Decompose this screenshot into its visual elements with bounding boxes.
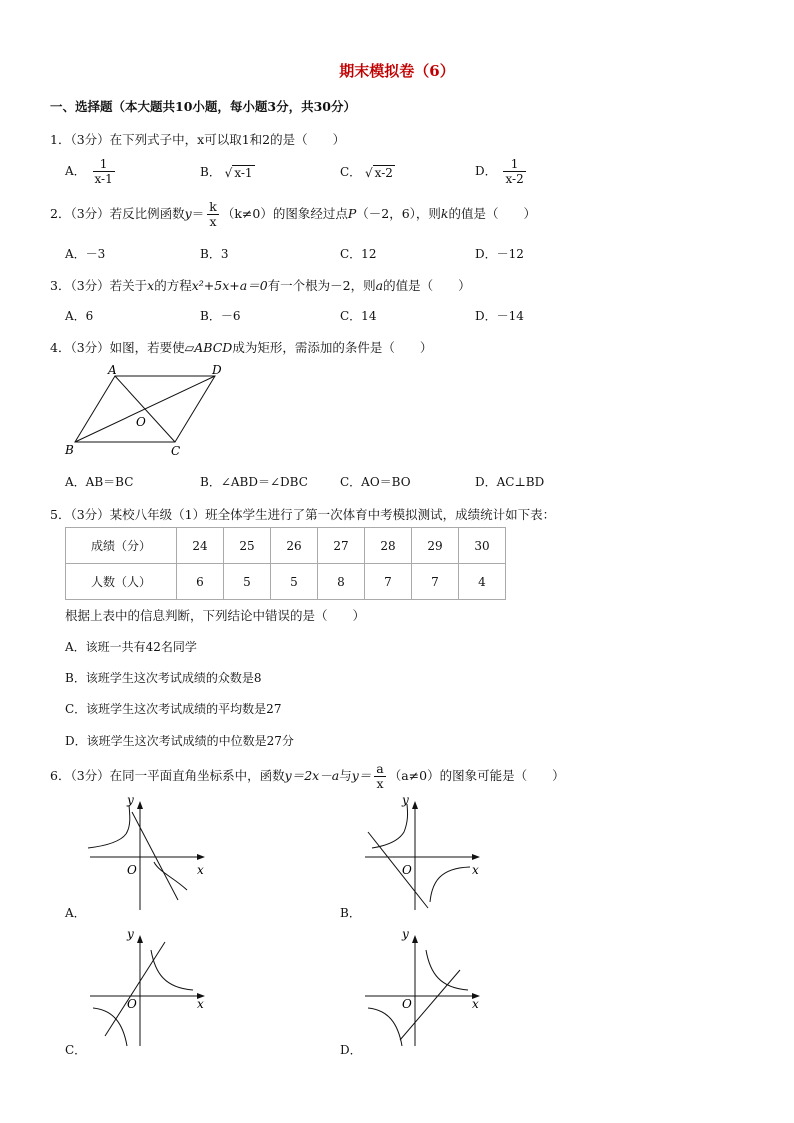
table-cell: 27 <box>318 528 365 564</box>
q3-option-d[interactable]: D．－14 <box>475 309 524 323</box>
q5-stem: 5．（3分）某校八年级（1）班全体学生进行了第一次体育中考模拟测试，成绩统计如下表： <box>50 507 556 522</box>
label-b: B <box>65 443 74 457</box>
q4-stem <box>50 338 432 356</box>
hyperbola-branch <box>88 805 130 848</box>
line-graph <box>105 942 165 1036</box>
label-a: A <box>108 363 117 377</box>
hyperbola-branch <box>368 1008 402 1046</box>
q3-stem-b: 的方程 <box>154 278 192 293</box>
q6-stem-a: 6．（3分）在同一平面直角坐标系中，函数 <box>50 768 285 783</box>
y-axis-label: y <box>127 793 134 807</box>
q4-parallelogram-figure <box>60 362 240 462</box>
q6-option-a[interactable]: A． <box>65 906 86 920</box>
q1-c-letter: C． <box>340 165 362 179</box>
y-axis-arrow <box>412 801 418 809</box>
table-cell: 7 <box>412 564 459 600</box>
q3-option-c[interactable]: C．14 <box>340 309 377 323</box>
table-cell: 8 <box>318 564 365 600</box>
q3-equation: x²+5x+a＝0 <box>191 278 268 293</box>
table-row <box>66 564 506 600</box>
q6-function-2-y: y＝ <box>351 768 372 783</box>
hyperbola-branch <box>430 867 470 902</box>
q1-a-num: 1 <box>93 157 115 172</box>
line-graph <box>132 812 178 900</box>
table-cell: 30 <box>459 528 506 564</box>
section-heading: 一、选择题（本大题共10小题，每小题3分，共30分） <box>50 99 356 114</box>
x-axis-label: x <box>472 863 479 877</box>
hyperbola-branch <box>426 950 468 990</box>
label-c: C <box>171 444 181 458</box>
q2-stem-d: 的值是（ ） <box>448 206 536 221</box>
x-axis-label: x <box>197 997 204 1011</box>
label-d: D <box>212 363 222 377</box>
q4-stem-a: 4．（3分）如图，若要使 <box>50 340 185 355</box>
score-table <box>65 527 506 600</box>
table-cell: 25 <box>224 528 271 564</box>
q5-option-d[interactable]: D．该班学生这次考试成绩的中位数是27分 <box>65 734 294 748</box>
q6-graph-c <box>85 928 215 1048</box>
q1-b-letter: B． <box>200 165 221 179</box>
x-axis-arrow <box>197 854 205 860</box>
q1-d-den: x-2 <box>505 172 524 186</box>
q1-c-rad: x-2 <box>374 165 393 180</box>
y-axis-arrow <box>137 801 143 809</box>
hyperbola-branch <box>151 950 193 990</box>
q3-x: x <box>147 278 155 293</box>
q2-k: k <box>440 206 449 221</box>
q2-stem-a: 2．（3分）若反比例函数 <box>50 206 185 221</box>
table-cell: 4 <box>459 564 506 600</box>
q1-b-rad: x-1 <box>234 165 253 180</box>
q2-frac-num: k <box>209 199 217 214</box>
q3-stem-d: 的值是（ ） <box>383 278 471 293</box>
y-axis-arrow <box>412 935 418 943</box>
q1-d-num: 1 <box>503 157 525 172</box>
origin-label: O <box>127 997 137 1011</box>
q4-option-b[interactable]: B．∠ABD＝∠DBC <box>200 475 308 489</box>
table-row <box>66 528 506 564</box>
q6-option-b[interactable]: B． <box>340 906 361 920</box>
q6-function-1: y＝2x－a <box>284 768 340 783</box>
x-axis-arrow <box>472 854 480 860</box>
q1-option-b[interactable] <box>200 163 255 180</box>
table-cell: 5 <box>271 564 318 600</box>
q5-option-a[interactable]: A．该班一共有42名同学 <box>65 640 197 654</box>
q5-question: 根据上表中的信息判断，下列结论中错误的是（ ） <box>65 608 366 623</box>
q6-stem-c: （a≠0）的图象可能是（ ） <box>388 768 565 783</box>
q3-option-b[interactable]: B．－6 <box>200 309 241 323</box>
y-axis-label: y <box>402 793 409 807</box>
q3-stem-c: 有一个根为－2，则 <box>267 278 376 293</box>
q6-stem-b: 与 <box>339 768 352 783</box>
y-axis-arrow <box>137 935 143 943</box>
q4-option-c[interactable]: C．AO＝BO <box>340 475 411 489</box>
q1-b-sqrt: √ x-1 <box>224 165 253 180</box>
q3-stem-a: 3．（3分）若关于 <box>50 278 148 293</box>
q3-option-a[interactable]: A．6 <box>65 309 94 323</box>
q1-c-sqrt: √ x-2 <box>365 165 393 180</box>
hyperbola-branch <box>93 1008 127 1046</box>
q3-a: a <box>375 278 384 293</box>
x-axis-label: x <box>197 863 204 877</box>
q1-option-d[interactable] <box>475 157 529 186</box>
y-axis-label: y <box>402 928 409 941</box>
table-cell: 29 <box>412 528 459 564</box>
q2-option-d[interactable]: D．－12 <box>475 247 524 261</box>
label-o: O <box>136 415 146 429</box>
x-axis-label: x <box>472 997 479 1011</box>
q1-a-den: x-1 <box>94 172 113 186</box>
q4-option-d[interactable]: D．AC⊥BD <box>475 475 545 489</box>
q4-option-a[interactable]: A．AB＝BC <box>65 475 134 489</box>
table-cell: 6 <box>177 564 224 600</box>
q2-option-a[interactable]: A．－3 <box>65 247 106 261</box>
q6-frac-num: a <box>376 761 384 776</box>
table-cell: 5 <box>224 564 271 600</box>
q6-stem <box>50 762 565 791</box>
table-cell: 7 <box>365 564 412 600</box>
q2-option-b[interactable]: B．3 <box>200 247 229 261</box>
hyperbola-branch <box>372 804 408 848</box>
origin-label: O <box>127 863 137 877</box>
q2-stem-c: （－2，6），则 <box>356 206 441 221</box>
q3-stem <box>50 276 471 294</box>
q2-stem-b: （k≠0）的图象经过点 <box>221 206 348 221</box>
q2-func-y: y <box>184 206 192 221</box>
q2-frac-den: x <box>209 214 217 229</box>
table-cell: 28 <box>365 528 412 564</box>
q2-stem <box>50 200 536 229</box>
q6-graph-a <box>85 792 215 912</box>
q1-a-letter: A． <box>65 164 86 178</box>
q6-graph-d <box>360 928 490 1048</box>
table-cell: 24 <box>177 528 224 564</box>
q1-stem: 1．（3分）在下列式子中，x可以取1和2的是（ ） <box>50 132 346 147</box>
q2-eq: ＝ <box>191 206 205 221</box>
q1-option-c[interactable] <box>340 163 395 180</box>
q4-parallelogram-name: ▱ABCD <box>184 340 233 355</box>
q2-option-c[interactable]: C．12 <box>340 247 377 261</box>
q6-option-c[interactable]: C． <box>65 1043 87 1057</box>
q6-graph-b <box>360 792 490 912</box>
q1-a-fraction <box>93 157 115 186</box>
line-graph <box>368 832 428 908</box>
origin-label: O <box>402 997 412 1011</box>
table-header-score: 成绩（分） <box>66 528 177 564</box>
table-cell: 26 <box>271 528 318 564</box>
q1-d-letter: D． <box>475 164 497 178</box>
q2-fraction <box>207 200 219 229</box>
page-title: 期末模拟卷（6） <box>339 62 455 80</box>
q1-d-fraction <box>503 157 525 186</box>
q6-option-d[interactable]: D． <box>340 1043 362 1057</box>
q1-option-a[interactable] <box>65 157 118 186</box>
y-axis-label: y <box>127 928 134 941</box>
q6-frac-den: x <box>376 776 384 791</box>
q5-option-c[interactable]: C．该班学生这次考试成绩的平均数是27 <box>65 702 282 716</box>
q6-fraction <box>374 762 385 791</box>
table-header-count: 人数（人） <box>66 564 177 600</box>
q5-option-b[interactable]: B．该班学生这次考试成绩的众数是8 <box>65 671 262 685</box>
diagonal-bd <box>75 376 215 442</box>
q2-point: P <box>347 206 357 221</box>
q4-stem-b: 成为矩形，需添加的条件是（ ） <box>232 340 433 355</box>
origin-label: O <box>402 863 412 877</box>
